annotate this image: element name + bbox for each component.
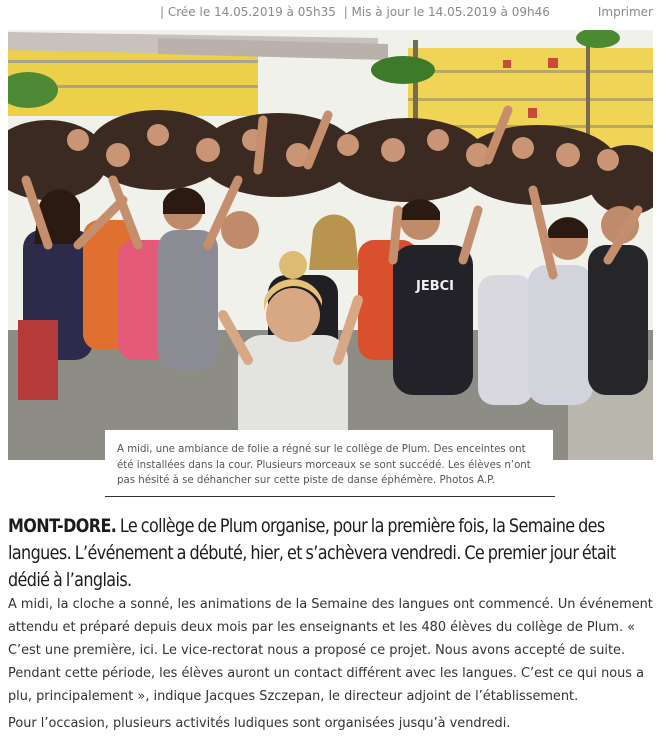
caption-divider bbox=[105, 496, 555, 497]
created-date: | Crée le 14.05.2019 à 05h35 bbox=[160, 5, 336, 19]
lede-dateline: MONT-DORE. bbox=[8, 516, 117, 537]
lede-text: Le collège de Plum organise, pour la première fois, la Semaine des langues. L’événement a débuté, hier, et s’achèvera vendredi. Ce premier jour était dédié à l’anglais. bbox=[8, 516, 616, 591]
article-photo bbox=[8, 30, 653, 460]
print-link[interactable]: Imprimer bbox=[597, 5, 653, 19]
article-meta-bar bbox=[0, 0, 669, 26]
photo-caption: A midi, une ambiance de folie a régné sur le collège de Plum. Des enceintes ont été installées dans la cour. Plusieurs morceaux se sont succédé. Les élèves n’ont pas hésité à se déhancher sur cette piste de danse éphémère. Photos A.P. bbox=[105, 430, 553, 496]
article-dates bbox=[160, 5, 554, 19]
crowd-photo-illustration bbox=[8, 30, 653, 460]
article-paragraph: Pour l’occasion, plusieurs activités ludiques sont organisées jusqu’à vendredi. bbox=[8, 716, 511, 731]
article-lede bbox=[8, 513, 658, 594]
shirt-print-text: JEBCI bbox=[416, 279, 455, 294]
updated-date: | Mis à jour le 14.05.2019 à 09h46 bbox=[343, 5, 550, 19]
article-paragraph: A midi, la cloche a sonné, les animations de la Semaine des langues ont commencé. Un événement attendu et préparé depuis deux mois par les enseignants et les 480 élèves du collège de Plum. « C’est une première, ici. Le vice-rectorat nous a proposé ce projet. Nous avons accepté de suite. Pendant cette période, les élèves auront un contact différent avec les langues. C’est ce qui nous a plu, principalement », indique Jacques Szczepan, le directeur adjoint de l’établissement. bbox=[8, 597, 653, 704]
